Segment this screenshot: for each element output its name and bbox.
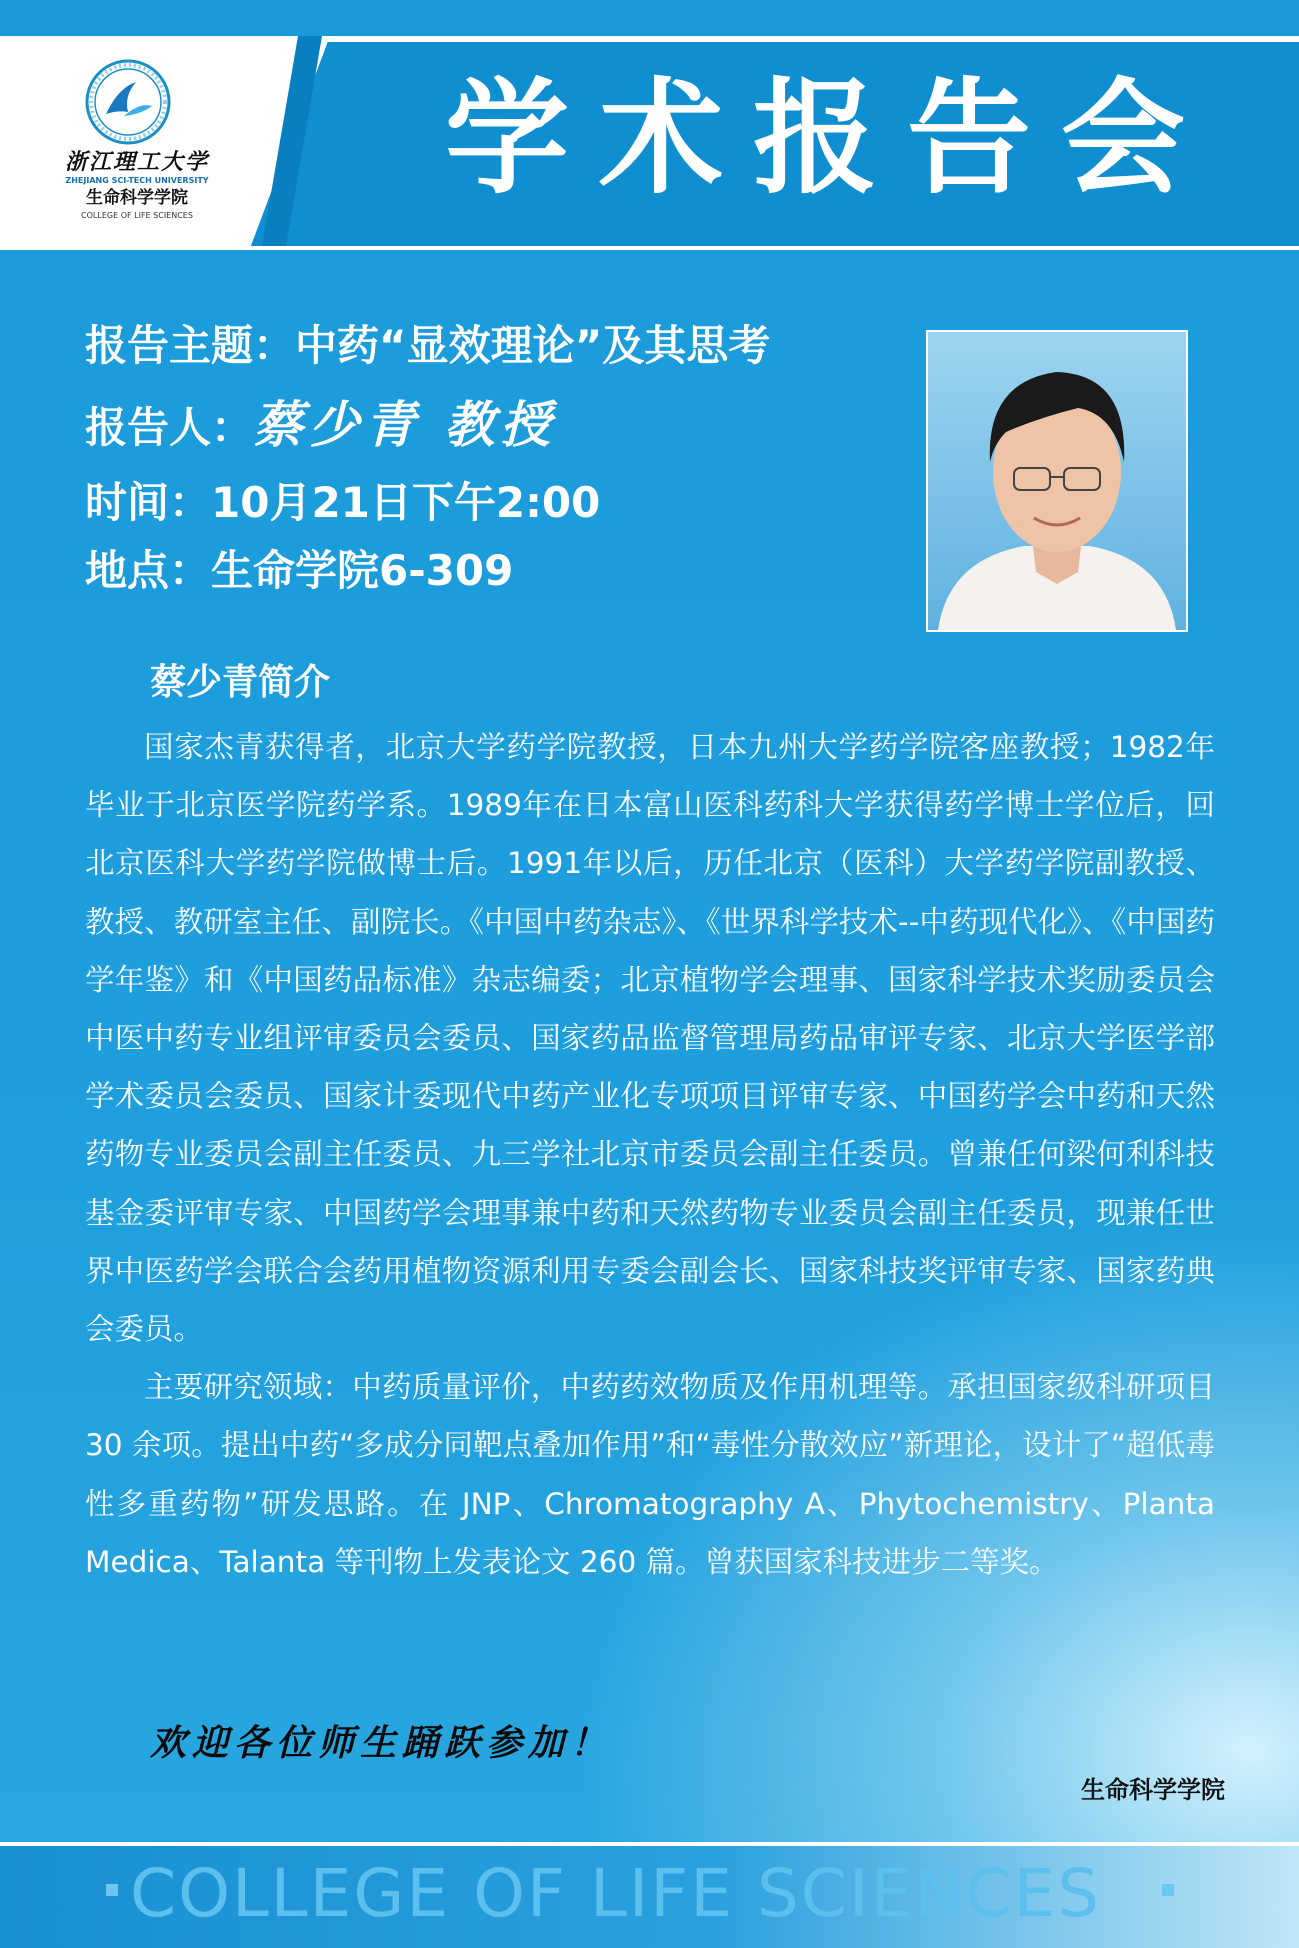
- time-line: [85, 475, 600, 531]
- place-value: 生命学院6-309: [211, 546, 514, 595]
- college-name-en: COLLEGE OF LIFE SCIENCES: [81, 211, 193, 220]
- college-name-cn: 生命科学学院: [86, 188, 188, 208]
- bio-text: [85, 718, 1215, 1591]
- bio-paragraph: 国家杰青获得者，北京大学药学院教授，日本九州大学药学院客座教授；1982年毕业于北京医学院药学系。1989年在日本富山医科药科大学获得药学博士学位后，回北京医科大学药学院做博士后。1991年以后，历任北京（医科）大学药学院副教授、教授、教研室主任、副院长。《中国中药杂志》、《世界科学技术--中药现代化》、《中国药学年鉴》和《中国药品标准》杂志编委；北京植物学会理事、国家科学技术奖励委员会中医中药专业组评审委员会委员、国家药品监督管理局药品审评专家、北京大学医学部学术委员会委员、国家计委现代中药产业化专项项目评审专家、中国药学会中药和天然药物专业委员会副主任委员、九三学社北京市委员会副主任委员。曾兼任何梁何利科技基金委评审专家、中国药学会理事兼中药和天然药物专业委员会副主任委员，现兼任世界中医药学会联合会药用植物资源利用专委会副会长、国家科技奖评审专家、国家药典会委员。: [85, 730, 1215, 1347]
- footer-square-icon: [1162, 1884, 1174, 1896]
- topic-line: [85, 318, 770, 374]
- topic-label: 报告主题：: [85, 321, 296, 370]
- welcome-message: 欢迎各位师生踊跃参加！: [150, 1722, 613, 1764]
- university-name-cn: 浙江理工大学: [64, 149, 209, 175]
- place-label: 地点：: [85, 546, 212, 595]
- speaker-line: [85, 395, 556, 458]
- speaker-label: 报告人：: [85, 403, 254, 452]
- place-line: [85, 543, 513, 599]
- footer-square-icon: [106, 1884, 118, 1896]
- bio-paragraph: 主要研究领域：中药质量评价，中药药效物质及作用机理等。承担国家级科研项目30 余项。提出中药“多成分同靶点叠加作用”和“毒性分散效应”新理论，设计了“超低毒性多重药物”研发思路。在 JNP、Chromatography A、Phytochemistry、Planta Medica、Talanta 等刊物上发表论文 260 篇。曾获国家科技进步二等奖。: [85, 1370, 1215, 1579]
- university-emblem-icon: [84, 58, 172, 146]
- organizer-signature: 生命科学学院: [1081, 1776, 1225, 1804]
- poster-title: 学术报告会: [444, 67, 1215, 211]
- time-value: 10月21日下午2:00: [211, 478, 601, 527]
- time-label: 时间：: [85, 478, 212, 527]
- speaker-value: 蔡少青 教授: [253, 395, 557, 454]
- speaker-photo: [926, 330, 1188, 632]
- speaker-portrait-icon: [928, 332, 1186, 630]
- topic-value: 中药“显效理论”及其思考: [295, 321, 771, 370]
- bio-title: 蔡少青简介: [150, 662, 331, 703]
- university-name-en: ZHEJIANG SCI-TECH UNIVERSITY: [65, 176, 209, 185]
- footer-text: COLLEGE OF LIFE SCIENCES: [130, 1855, 1102, 1932]
